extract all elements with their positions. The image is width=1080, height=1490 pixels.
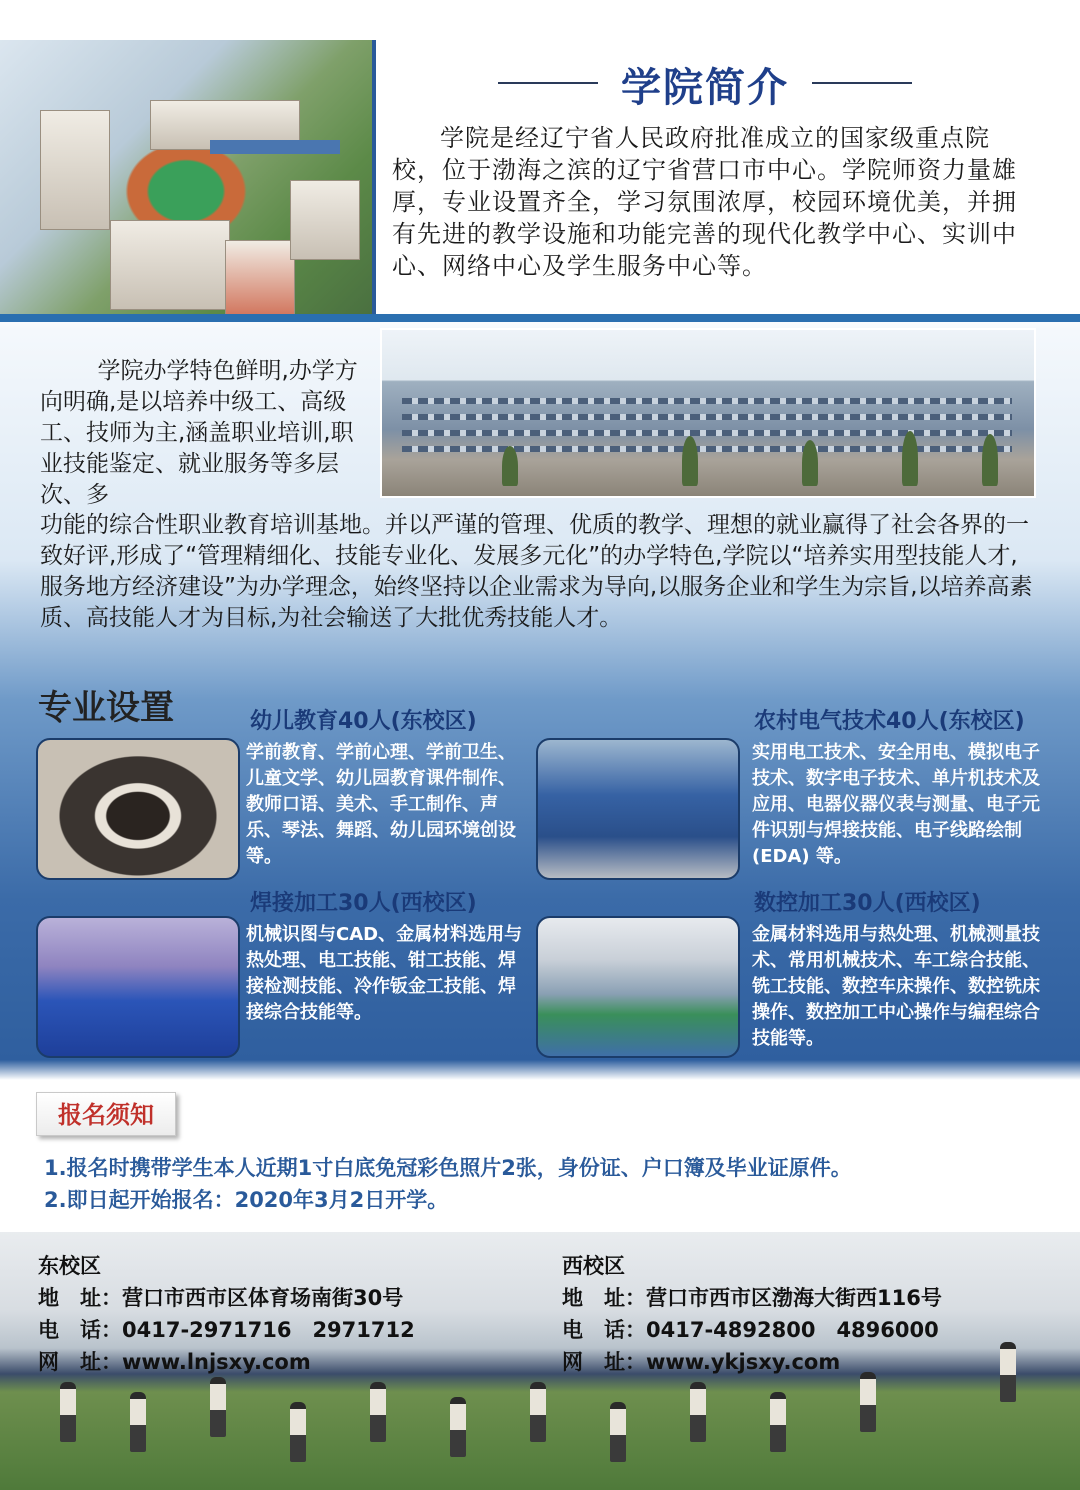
intro-heading: 学院简介: [621, 65, 789, 111]
registration-item: 2.即日起开始报名：2020年3月2日开学。: [44, 1188, 449, 1212]
west-campus-address: 地 址：营口市西市区渤海大街西116号: [562, 1286, 942, 1310]
west-campus-phone: 电 话：0417-4892800 4896000: [562, 1318, 939, 1342]
feature-paragraph-continued: 功能的综合性职业教育培训基地。并以严谨的管理、优质的教学、理想的就业赢得了社会各界的一致好评,形成了“管理精细化、技能专业化、发展多元化”的办学特色,学院以“培养实用型技能人才,服务地方经济建设”为办学理念，始终坚持以企业需求为导向,以服务企业和学生为宗旨,以培养高素质、高技能人才为目标,为社会输送了大批优秀技能人才。: [40, 512, 1033, 631]
campus-building-photo: [380, 328, 1036, 498]
major-title-welding: 焊接加工30人(西校区): [250, 891, 477, 916]
major-title-electrical: 农村电气技术40人(东校区): [754, 709, 1025, 734]
major-photo-preschool: [36, 738, 240, 880]
major-title-preschool: 幼儿教育40人(东校区): [250, 709, 477, 734]
west-campus-website[interactable]: 网 址：www.ykjsxy.com: [562, 1350, 841, 1374]
east-campus-phone: 电 话：0417-2971716 2971712: [38, 1318, 415, 1342]
major-description-preschool: 学前教育、学前心理、学前卫生、儿童文学、幼儿园教育课件制作、教师口语、美术、手工制作、声乐、琴法、舞蹈、幼儿园环境创设等。: [246, 742, 516, 867]
major-photo-electrical: [536, 738, 740, 880]
registration-item: 1.报名时携带学生本人近期1寸白底免冠彩色照片2张，身份证、户口簿及毕业证原件。: [44, 1156, 852, 1180]
major-description-cnc: 金属材料选用与热处理、机械测量技术、常用机械技术、车工综合技能、铣工技能、数控车床操作、数控铣床操作、数控加工中心操作与编程综合技能等。: [752, 924, 1040, 1049]
major-title-cnc: 数控加工30人(西校区): [754, 891, 981, 916]
major-photo-cnc: [536, 916, 740, 1058]
east-campus-address: 地 址：营口市西市区体育场南街30号: [38, 1286, 404, 1310]
intro-paragraph: 学院是经辽宁省人民政府批准成立的国家级重点院校，位于渤海之滨的辽宁省营口市中心。学院师资力量雄厚，专业设置齐全，学习氛围浓厚，校园环境优美，并拥有先进的教学设施和功能完善的现代化教学中心、实训中心、网络中心及学生服务中心等。: [392, 124, 1017, 280]
east-campus-name: 东校区: [38, 1254, 101, 1278]
registration-heading: 报名须知: [36, 1092, 176, 1136]
section-divider: [0, 314, 1080, 322]
heading-rule-right: [812, 82, 912, 84]
major-description-electrical: 实用电工技术、安全用电、模拟电子技术、数字电子技术、单片机技术及应用、电器仪器仪表与测量、电子元件识别与焊接技能、电子线路绘制 (EDA) 等。: [752, 742, 1040, 867]
major-description-welding: 机械识图与CAD、金属材料选用与热处理、电工技能、钳工技能、焊接检测技能、冷作钣金工技能、焊接综合技能等。: [246, 924, 523, 1023]
east-campus-website[interactable]: 网 址：www.lnjsxy.com: [38, 1350, 311, 1374]
feature-paragraph-start: 学院办学特色鲜明,办学方向明确,是以培养中级工、高级工、技师为主,涵盖职业培训,职业技能鉴定、就业服务等多层次、多: [40, 358, 358, 508]
campus-aerial-photo: [0, 40, 376, 315]
major-photo-welding: [36, 916, 240, 1058]
heading-rule-left: [498, 82, 598, 84]
west-campus-name: 西校区: [562, 1254, 625, 1278]
majors-heading: 专业设置: [38, 688, 174, 728]
